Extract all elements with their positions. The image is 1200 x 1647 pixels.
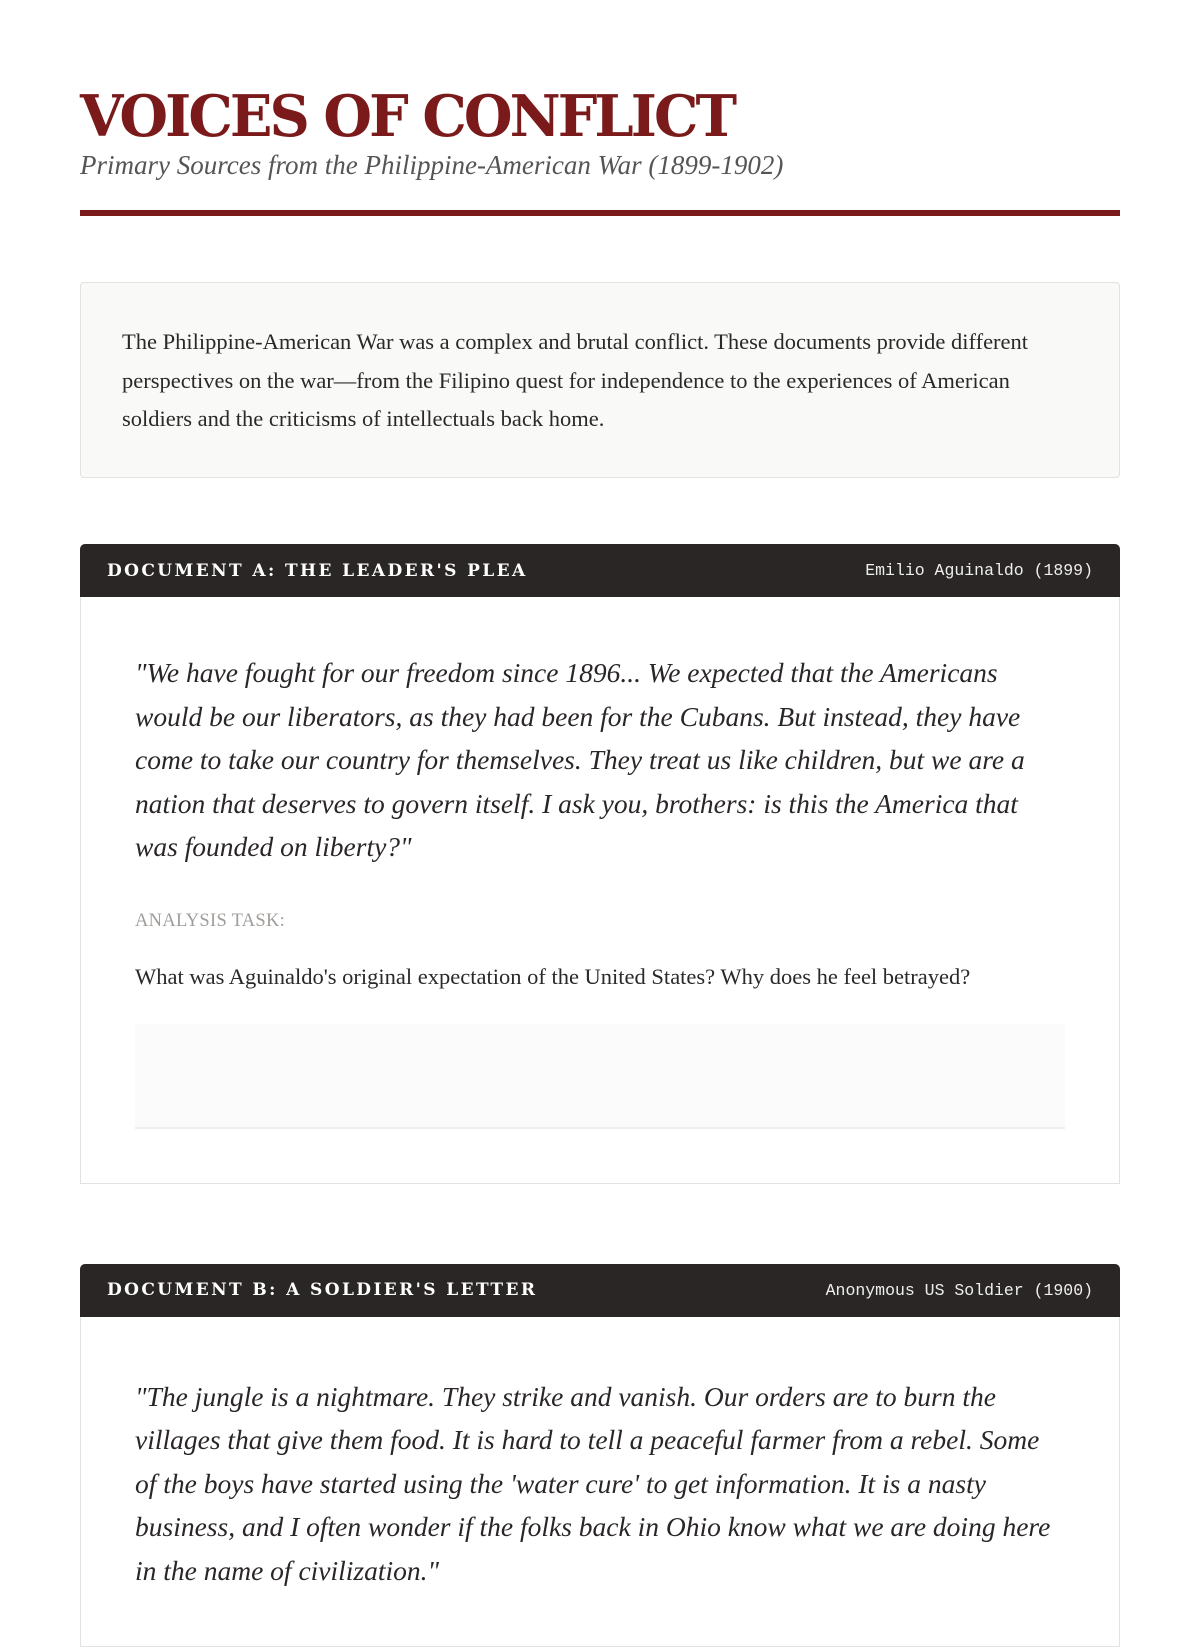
document-b-body xyxy=(80,1317,1120,1647)
intro-box xyxy=(80,282,1120,478)
answer-input[interactable] xyxy=(135,1024,1065,1129)
page-title: VOICES OF CONFLICT xyxy=(80,82,1099,152)
header-divider xyxy=(80,210,1120,216)
intro-text: The Philippine-American War was a complex and brutal conflict. These documents provide different perspectives on the war—from the Filipino quest for independence to the experiences of American soldiers and the criticisms of intellectuals back home. xyxy=(122,323,1079,439)
document-a-title: DOCUMENT A: THE LEADER'S PLEA xyxy=(107,561,528,581)
page xyxy=(80,0,1120,1647)
document-b-card xyxy=(80,1264,1120,1647)
document-a-card xyxy=(80,544,1120,1184)
document-a-author: Emilio Aguinaldo (1899) xyxy=(865,561,1093,580)
analysis-task-label: ANALYSIS TASK: xyxy=(135,911,1065,932)
document-b-header xyxy=(80,1264,1120,1317)
document-a-quote: "We have fought for our freedom since 1896... We expected that the Americans would be our liberators, as they had been for the Cubans. But instead, they have come to take our country for themselves. They treat us like children, but we are a nation that deserves to govern itself. I ask you, brothers: is this the America that was founded on liberty?" xyxy=(135,651,1065,869)
document-b-author: Anonymous US Soldier (1900) xyxy=(826,1281,1093,1300)
document-a-body xyxy=(80,597,1120,1184)
document-b-quote: "The jungle is a nightmare. They strike and vanish. Our orders are to burn the villages that give them food. It is hard to tell a peaceful farmer from a rebel. Some of the boys have started using the 'water cure' to get information. It is a nasty business, and I often wonder if the folks back in Ohio know what we are doing here in the name of civilization." xyxy=(135,1375,1065,1593)
page-header xyxy=(80,82,1120,216)
document-a-header xyxy=(80,544,1120,597)
analysis-task-question: What was Aguinaldo's original expectation of the United States? Why does he feel betrayed? xyxy=(135,960,1065,994)
document-b-title: DOCUMENT B: A SOLDIER'S LETTER xyxy=(107,1280,537,1300)
page-subtitle: Primary Sources from the Philippine-American War (1899-1902) xyxy=(80,148,1120,182)
